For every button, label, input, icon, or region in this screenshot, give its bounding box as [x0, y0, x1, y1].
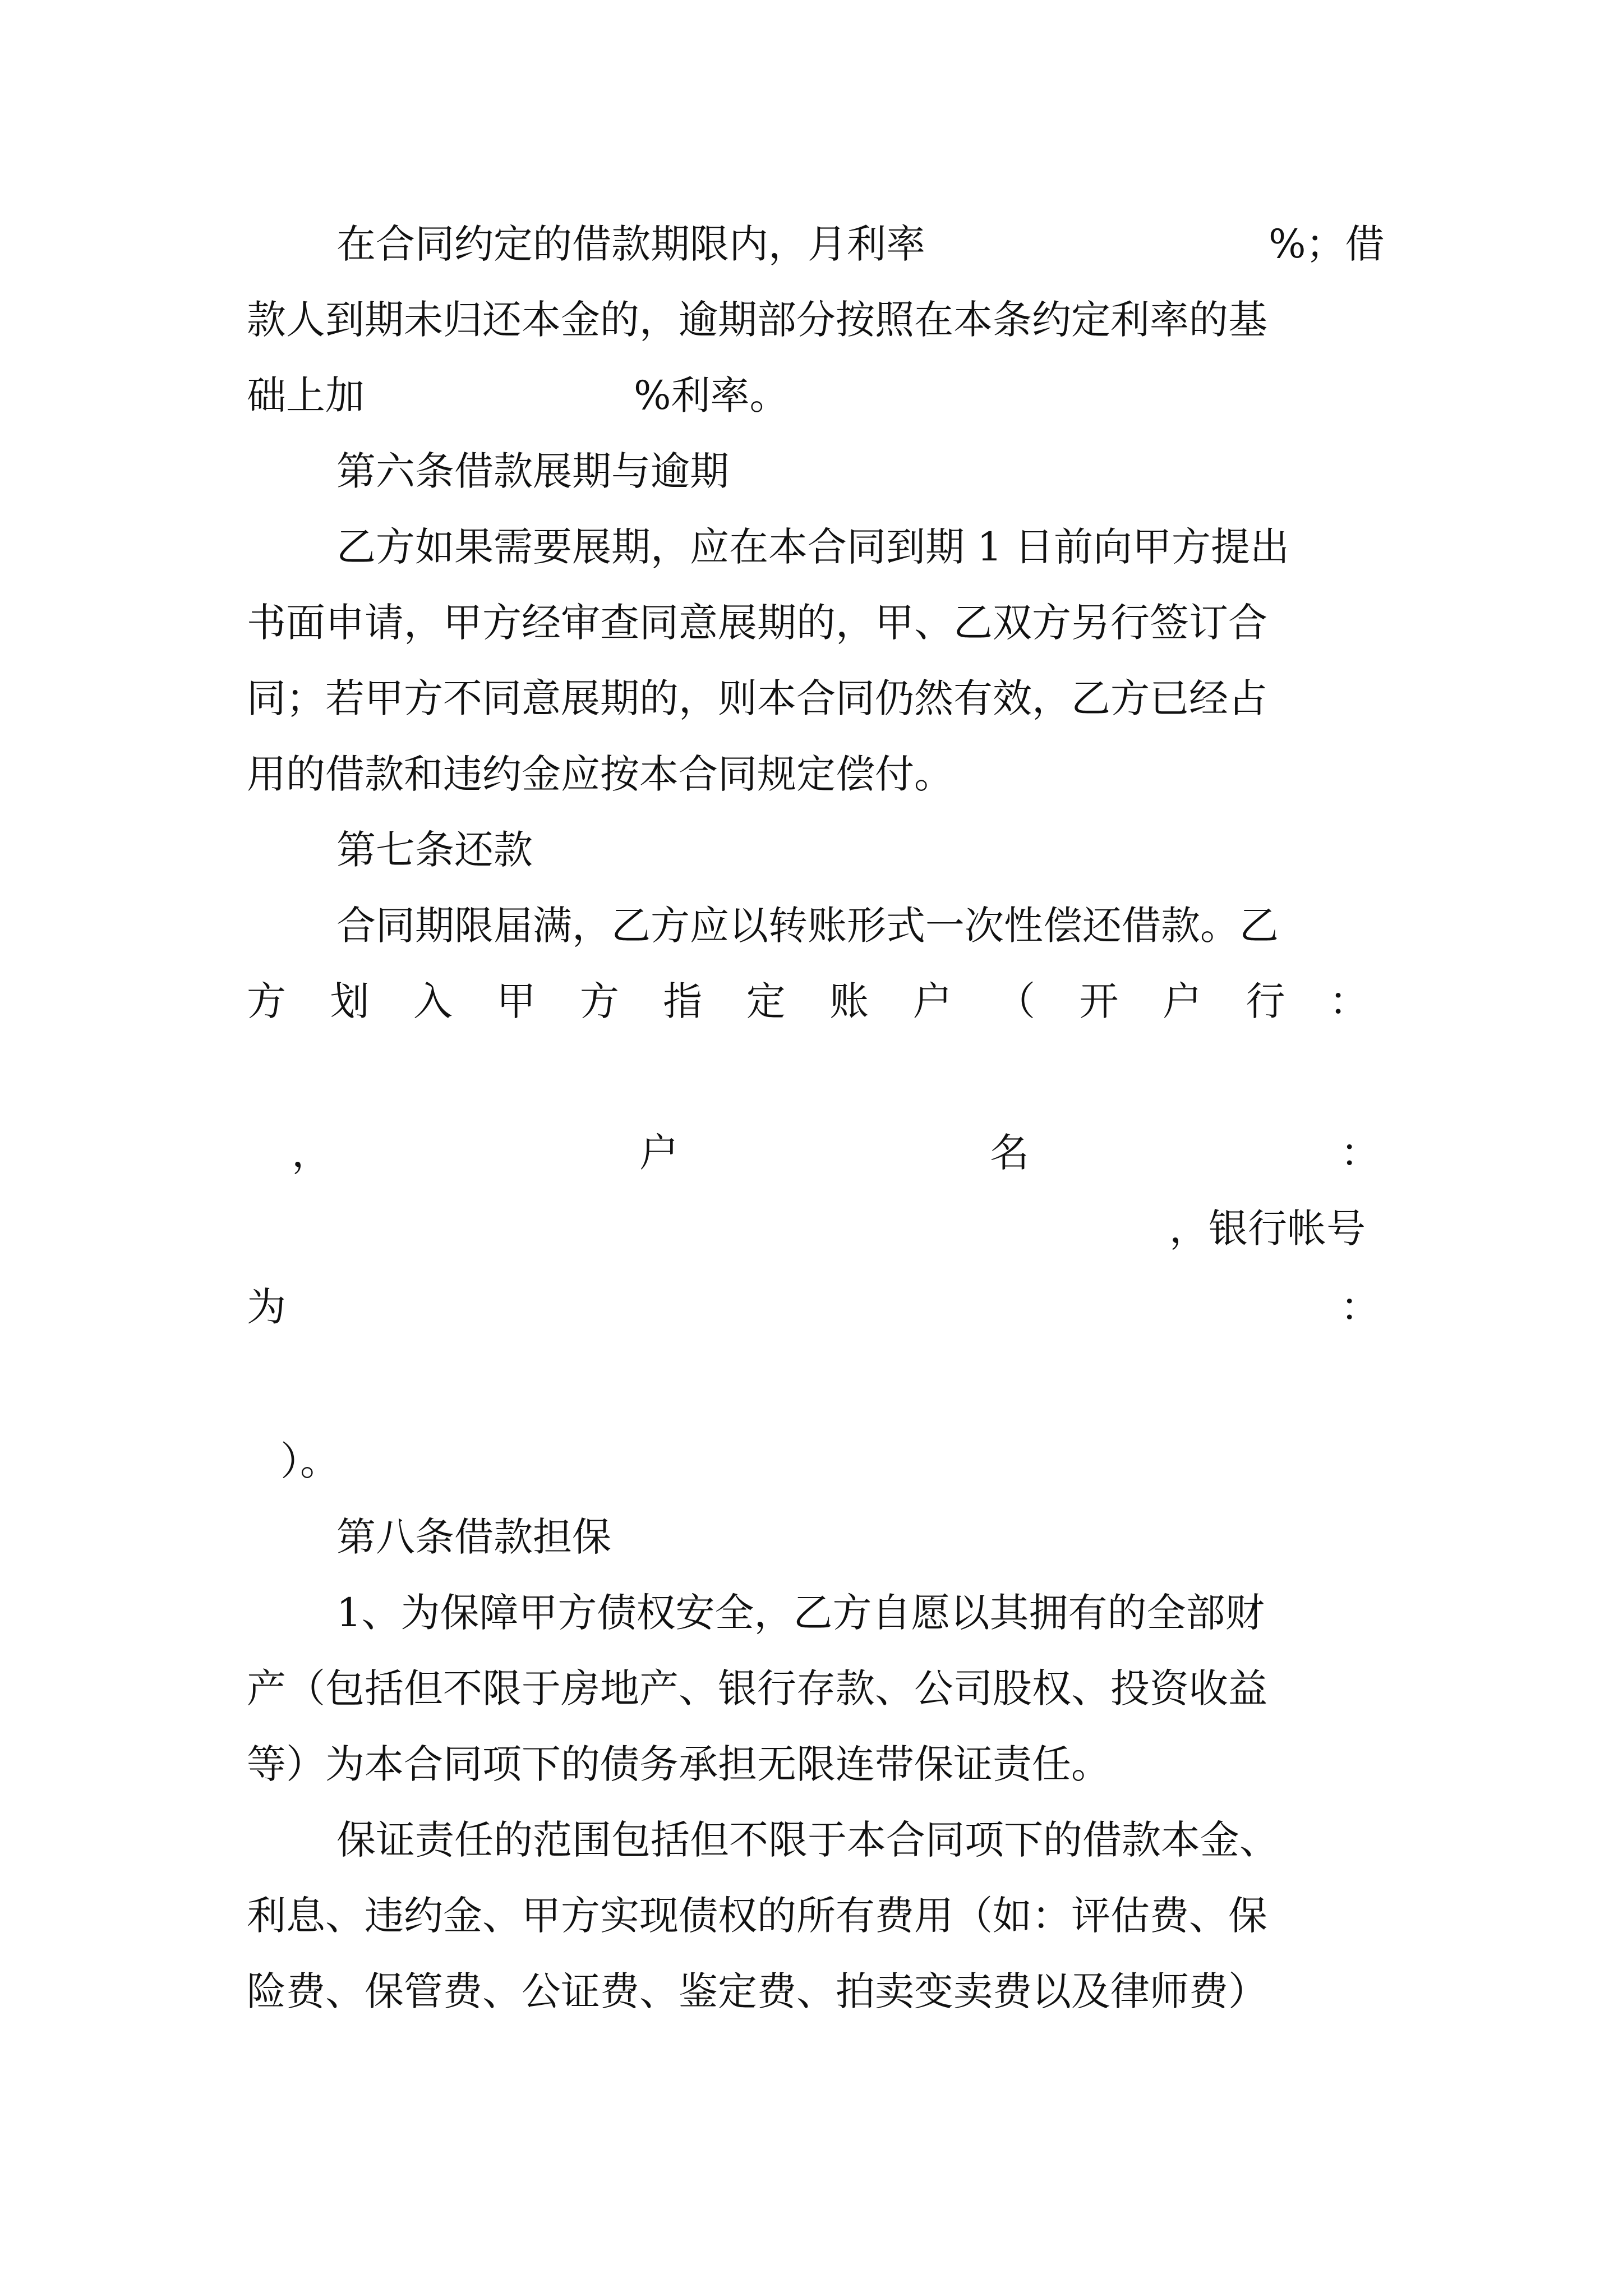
clause7-line5-start: 为 — [247, 1284, 286, 1330]
clause7-line2-char: ： — [1329, 978, 1368, 1024]
clause5-line2: 款人到期未归还本金的，逾期部分按照在本条约定利率的基 — [247, 297, 1267, 343]
clause5-line1 — [336, 216, 1385, 272]
clause7-line2-char: 甲 — [496, 978, 536, 1024]
clause8-p2-line1: 保证责任的范围包括但不限于本合同项下的借款本金、 — [336, 1817, 1279, 1863]
clause5-line1-text: 在合同约定的借款期限内，月利率 — [336, 221, 925, 267]
clause7-line2-char: （ — [996, 978, 1036, 1024]
clause7-line2-char: 定 — [746, 978, 786, 1024]
clause7-line3-hu: 户 — [639, 1130, 679, 1176]
clause7-line4: ，银行帐号 — [1169, 1205, 1366, 1251]
clause7-line2-char: 方 — [247, 978, 286, 1024]
clause7-line2-char: 划 — [330, 978, 370, 1024]
clause8-p1-line2: 产（包括但不限于房地产、银行存款、公司股权、投资收益 — [247, 1665, 1267, 1711]
clause6-line1: 乙方如果需要展期，应在本合同到期 1 日前向甲方提出 — [336, 524, 1290, 570]
clause7-line1: 合同期限届满，乙方应以转账形式一次性偿还借款。乙 — [336, 903, 1279, 949]
clause7-line5-colon: ： — [1340, 1284, 1380, 1330]
clause5-line3-end: %利率。 — [634, 372, 789, 418]
clause7-line2-char: 账 — [829, 978, 869, 1024]
clause8-heading: 第八条借款担保 — [336, 1514, 611, 1560]
clause7-line2-char: 开 — [1079, 978, 1119, 1024]
clause7-line2-char: 行 — [1246, 978, 1285, 1024]
clause8-p1-line3: 等）为本合同项下的债务承担无限连带保证责任。 — [247, 1741, 1110, 1787]
clause8-p2-line2: 利息、违约金、甲方实现债权的所有费用（如：评估费、保 — [247, 1893, 1267, 1939]
clause7-line3-ming: 名 — [990, 1130, 1029, 1176]
clause7-line2 — [247, 973, 1368, 1029]
clause6-line2: 书面申请，甲方经审查同意展期的，甲、乙双方另行签订合 — [247, 600, 1267, 646]
clause7-line6: ）。 — [280, 1438, 339, 1484]
clause6-heading: 第六条借款展期与逾期 — [336, 448, 729, 494]
clause8-p1-line1: 1、为保障甲方债权安全，乙方自愿以其拥有的全部财 — [336, 1590, 1265, 1636]
clause7-line2-char: 户 — [912, 978, 952, 1024]
clause8-p2-line3: 险费、保管费、公证费、鉴定费、拍卖变卖费以及律师费） — [247, 1968, 1267, 2014]
clause7-line3-comma: ， — [292, 1130, 331, 1176]
clause7-line3-colon: ： — [1340, 1130, 1380, 1176]
clause5-line1-end: %；借 — [1269, 221, 1385, 267]
clause7-heading: 第七条还款 — [336, 827, 533, 873]
clause7-line2-char: 户 — [1162, 978, 1202, 1024]
clause5-line3-text: 础上加 — [247, 372, 365, 418]
clause6-line3: 同；若甲方不同意展期的，则本合同仍然有效，乙方已经占 — [247, 675, 1267, 721]
clause7-line2-char: 指 — [663, 978, 703, 1024]
clause5-line3 — [247, 367, 1385, 424]
clause6-line4: 用的借款和违约金应按本合同规定偿付。 — [247, 751, 953, 797]
clause7-line2-char: 入 — [413, 978, 453, 1024]
clause7-line2-char: 方 — [579, 978, 619, 1024]
